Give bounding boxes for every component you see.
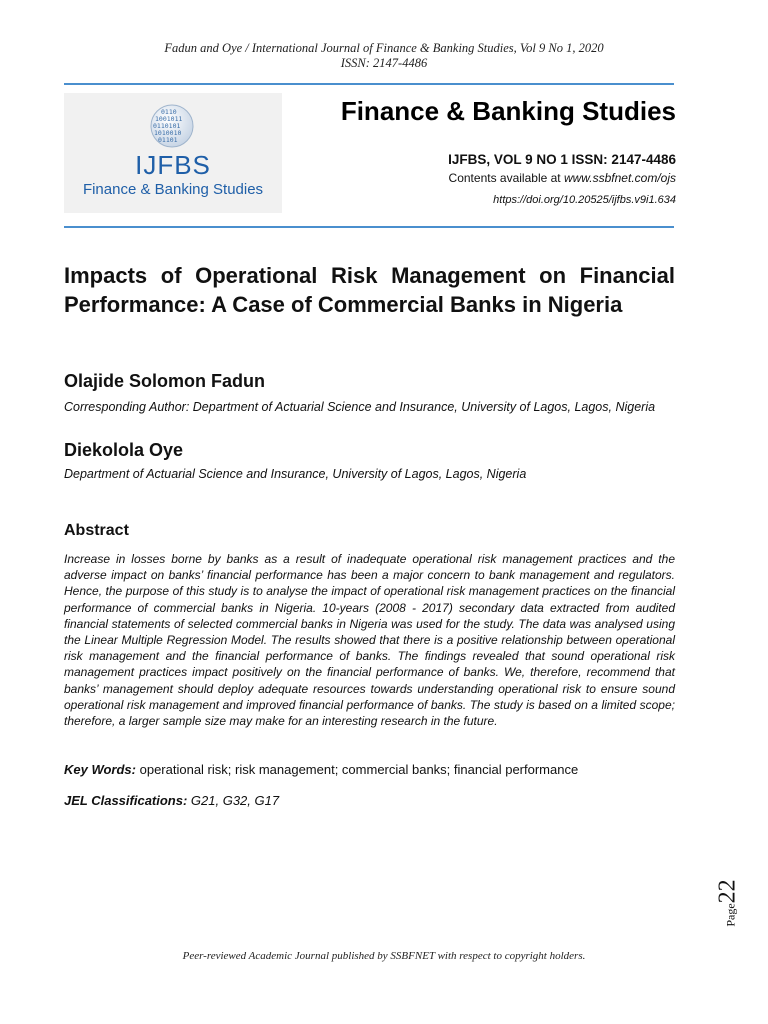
svg-text:0110101: 0110101 [153, 122, 181, 130]
svg-text:01101: 01101 [158, 136, 178, 144]
running-header [0, 41, 768, 71]
author-affiliation: Department of Actuarial Science and Insurance, University of Lagos, Lagos, Nigeria [64, 467, 527, 481]
footer-note: Peer-reviewed Academic Journal published by SSBFNET with respect to copyright holders. [182, 950, 586, 962]
jel-label: JEL Classifications: [64, 793, 188, 808]
logo-acronym: IJFBS [135, 150, 211, 180]
svg-text:0110: 0110 [161, 108, 177, 116]
abstract-heading: Abstract [64, 522, 129, 539]
journal-website-link[interactable]: www.ssbfnet.com/ojs [563, 171, 676, 185]
paper-title: Impacts of Operational Risk Management on Financial Performance: A Case of Commercial Banks in Nigeria [64, 263, 675, 317]
keywords-line [64, 762, 675, 778]
jel-classifications-line [64, 793, 675, 809]
doi-link[interactable]: https://doi.org/10.20525/ijfbs.v9i1.634 [493, 194, 676, 206]
svg-text:1001011: 1001011 [155, 115, 183, 123]
binary-globe-icon [149, 103, 195, 149]
contents-prefix: Contents available at [448, 171, 564, 185]
author-name: Olajide Solomon Fadun [64, 371, 266, 391]
author-affiliation: Corresponding Author: Department of Actuarial Science and Insurance, University of Lagos, Lagos, Nigeria [64, 400, 656, 414]
author-name: Diekolola Oye [64, 440, 184, 460]
page-number [708, 868, 748, 938]
masthead-divider [64, 226, 674, 228]
journal-title: Finance & Banking Studies [340, 96, 676, 126]
keywords-label: Key Words: [64, 762, 136, 777]
page-word: Page [723, 903, 738, 927]
running-header-issn: ISSN: 2147-4486 [340, 56, 428, 70]
jel-codes: G21, G32, G17 [187, 793, 280, 808]
svg-text:1010010: 1010010 [154, 129, 182, 137]
keywords-list: operational risk; risk management; commercial banks; financial performance [136, 762, 579, 777]
running-header-citation: Fadun and Oye / International Journal of Finance & Banking Studies, Vol 9 No 1, 2020 [164, 41, 604, 55]
contents-available-line [449, 171, 676, 185]
logo-journal-name: Finance & Banking Studies [82, 181, 264, 198]
abstract-body: Increase in losses borne by banks as a result of inadequate operational risk management practices and the adverse impact on banks’ financial performance has been a major concern to bank management and regulators. Hence, the purpose of this study is to analyse the impact of operational risk management practices on the financial performance of commercial banks in Nigeria. 10-years (2008 - 2017) secondary data extracted from audited financial statements of selected commercial banks in Nigeria was used for the study. The data was analysed using the Linear Multiple Regression Model. The results showed that there is a positive relationship between operational risk management and the financial performance of banks. The findings revealed that sound operational risk management practices impact positively on the financial performance of banks. We, therefore, recommend that banks’ management should deploy adequate resources towards understanding operational risk to ensure sound operational risk management and improved financial performance of banks. The study is based on a limited scope; therefore, a larger sample size may make for an interesting research in the future. [64, 552, 675, 729]
journal-logo [64, 93, 282, 213]
top-divider [64, 83, 674, 85]
volume-issn-line: IJFBS, VOL 9 NO 1 ISSN: 2147-4486 [448, 152, 676, 167]
page-number-value: 22 [714, 879, 741, 904]
